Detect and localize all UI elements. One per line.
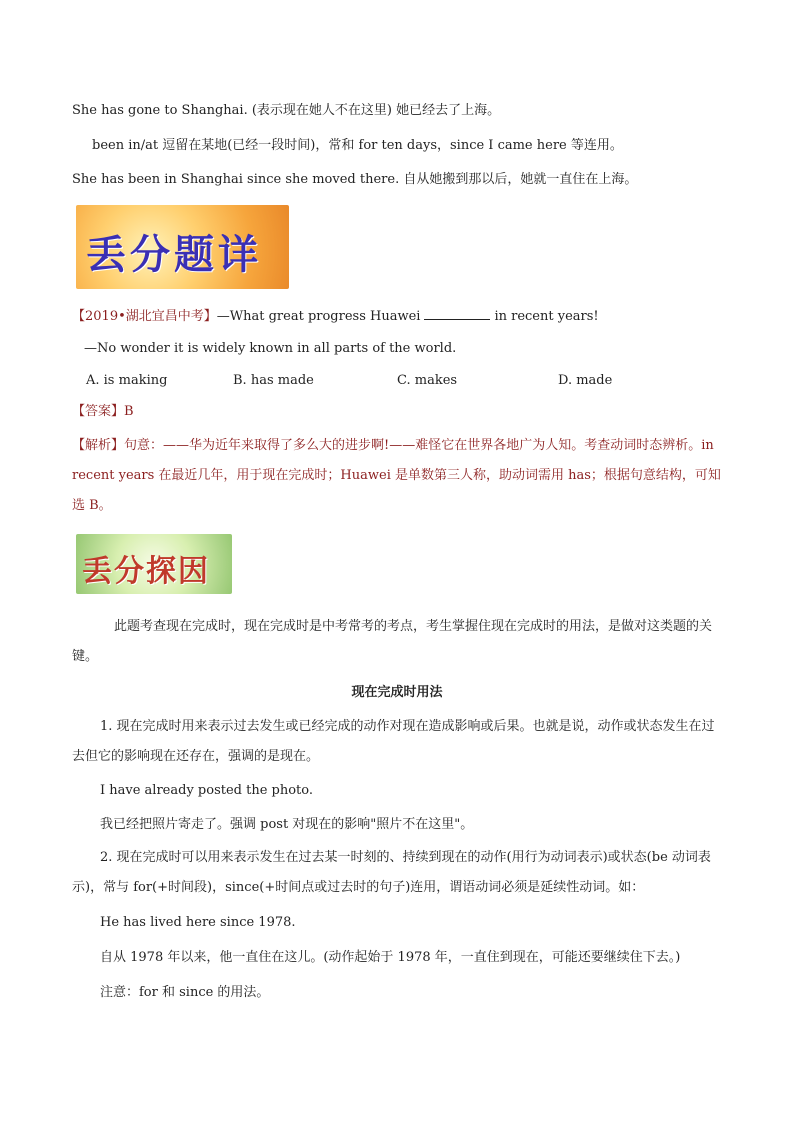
- answer-blank: [424, 307, 490, 320]
- option-b: B. has made: [233, 373, 314, 388]
- analysis-label: 【解析】: [72, 438, 125, 453]
- example-1: I have already posted the photo.: [100, 783, 314, 798]
- question-source: 【2019•湖北宜昌中考】: [72, 309, 217, 324]
- cause-analysis-banner: [76, 534, 232, 594]
- sentence-gone-to: She has gone to Shanghai. (表示现在她人不在这里) 她已经去了上海。: [72, 103, 501, 118]
- analysis-paragraph: [72, 431, 722, 521]
- section-heading: 现在完成时用法: [351, 685, 443, 700]
- question-line-2: —No wonder it is widely known in all parts of the world.: [84, 341, 457, 356]
- note-line: 注意：for 和 since 的用法。: [100, 985, 270, 1000]
- answer-line: [72, 403, 722, 421]
- option-a: A. is making: [86, 373, 168, 388]
- example-2-translation: 自从 1978 年以来，他一直住在这儿。(动作起始于 1978 年，一直住到现在，可能还要继续住下去。): [100, 950, 681, 965]
- usage-point-1: 1. 现在完成时用来表示过去发生或已经完成的动作对现在造成影响或后果。也就是说，动作或状态发生在过去但它的影响现在还存在，强调的是现在。: [72, 719, 715, 764]
- answer-value: B: [124, 404, 134, 419]
- banner-title-2: 丢分探因: [82, 554, 210, 589]
- answer-label: 【答案】: [72, 404, 125, 419]
- question-stem-after: in recent years!: [494, 309, 599, 324]
- usage-point-2: 2. 现在完成时可以用来表示发生在过去某一时刻的、持续到现在的动作(用行为动词表示)或状态(be 动词表示)，常与 for(+时间段)，since(+时间点或过去时的句子)连用，谓语动词必须是延续性动词。如：: [72, 850, 711, 895]
- sentence-been-in: She has been in Shanghai since she moved there. 自从她搬到那以后，她就一直住在上海。: [72, 172, 638, 187]
- example-2: He has lived here since 1978.: [100, 915, 296, 930]
- option-c: C. makes: [397, 373, 458, 388]
- analysis-text: 句意：——华为近年来取得了多么大的进步啊!——难怪它在世界各地广为人知。考查动词时态辨析。in recent years 在最近几年，用于现在完成时；Huawei 是单数第三人称，助动词需用 has；根据句意结构，可知选 B。: [72, 438, 721, 513]
- example-1-translation: 我已经把照片寄走了。强调 post 对现在的影响"照片不在这里"。: [100, 817, 474, 832]
- banner-title: 丢分题详: [86, 231, 262, 278]
- been-in-explanation: been in/at 逗留在某地(已经一段时间)，常和 for ten days，since I came here 等连用。: [92, 138, 623, 153]
- error-analysis-banner: [76, 205, 289, 289]
- intro-paragraph: 此题考查现在完成时，现在完成时是中考常考的考点，考生掌握住现在完成时的用法，是做对这类题的关键。: [72, 619, 713, 664]
- question-stem-before: —What great progress Huawei: [216, 309, 421, 324]
- option-d: D. made: [558, 373, 613, 388]
- question-stem: [72, 307, 722, 326]
